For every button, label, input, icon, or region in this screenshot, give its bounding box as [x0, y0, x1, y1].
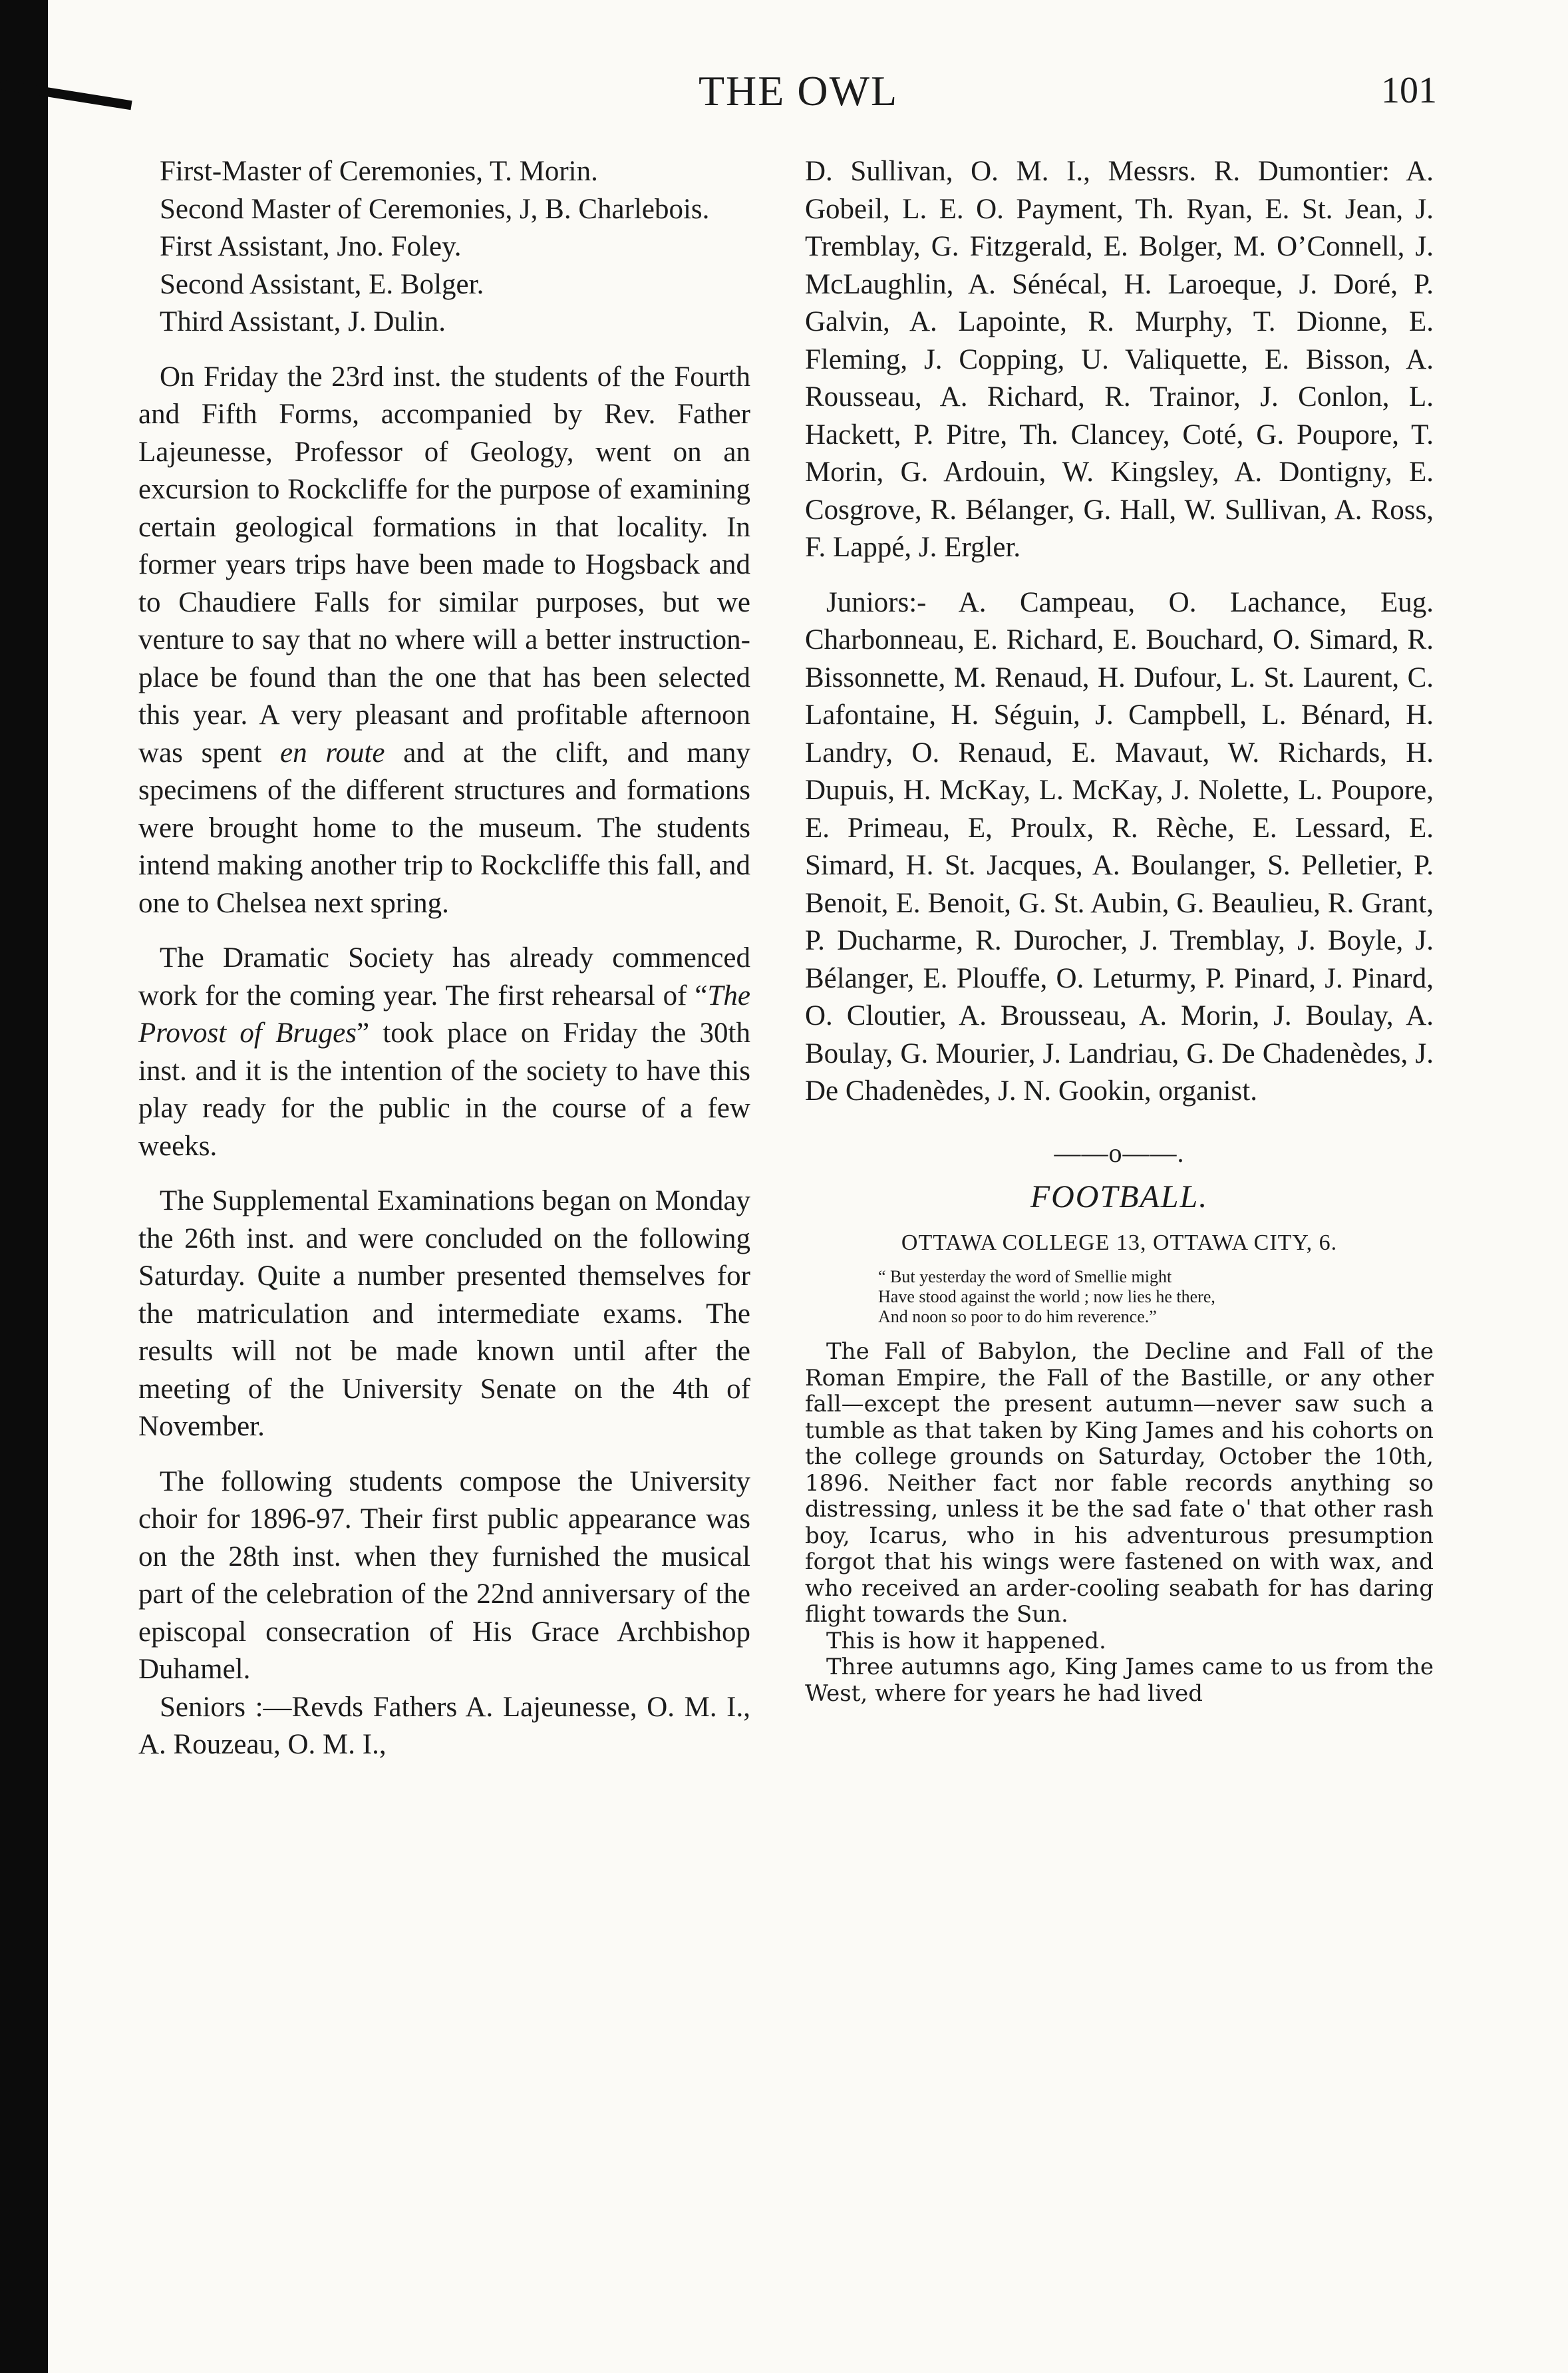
excursion-text: On Friday the 23rd inst. the students of the Fourth and Fifth Forms, accompanied by Rev. Father Lajeunesse, Professor of Geology, went on an excursion to Rockcliffe for the purpose of examining certain geological formations in that locality. In former years trips have been made to Hogsback and to Chaudiere Falls for similar purposes, but we venture to say that no where will a better instruction-place be found than the one that has been selected this year. A very pleasant and profitable afternoon was spent: [138, 361, 750, 769]
football-article: [805, 1339, 1434, 1707]
article-paragraph: This is how it happened.: [826, 1627, 1106, 1654]
football-heading: FOOTBALL.: [1030, 1179, 1209, 1214]
excursion-text-end: and at the clift, and many specimens of the different structures and formations were brought home to the museum. The students intend making another trip to Rockcliffe this fall, and one to Chelsea next spring.: [138, 737, 750, 919]
seniors-list-continued: D. Sullivan, O. M. I., Messrs. R. Dumontier: A. Gobeil, L. E. O. Payment, Th. Ryan, E. St. Jean, J. Tremblay, G. Fitzgerald, E. Bolger, M. O’Connell, J. McLaughlin, A. Sénécal, H. Laroeque, J. Doré, P. Galvin, A. Lapointe, R. Murphy, T. Dionne, E. Fleming, J. Copping, U. Valiquette, E. Bisson, A. Rousseau, A. Richard, R. Trainor, J. Conlon, L. Hackett, P. Pitre, Th. Clancey, Coté, G. Poupore, T. Morin, G. Ardouin, W. Kingsley, A. Dontigny, E. Cosgrove, R. Bélanger, G. Hall, W. Sullivan, A. Ross, F. Lappé, J. Ergler.: [805, 156, 1434, 563]
officer-line: Third Assistant, J. Dulin.: [160, 306, 446, 337]
left-column: [138, 153, 750, 1764]
dramatic-text-start: The Dramatic Society has already commenced work for the coming year. The first rehearsal of “: [138, 942, 750, 1011]
section-divider: ——o——.: [1054, 1137, 1185, 1168]
right-column: [805, 153, 1434, 1707]
seniors-list-start: Seniors :—Revds Fathers A. Lajeunesse, O. M. I., A. Rouzeau, O. M. I.,: [138, 1691, 750, 1760]
quote-line: And noon so poor to do him reverence.”: [878, 1307, 1157, 1326]
article-paragraph: The Fall of Babylon, the Decline and Fall of the Roman Empire, the Fall of the Bastille, or any other fall—except the present autumn—never saw such a tumble as that taken by King James and his cohorts on the college grounds on Saturday, October the 10th, 1896. Neither fact nor fable records anything so distressing, unless it be the sad fate oˈ that other rash boy, Icarus, who in his adventurous presumption forgot that his wings were fastened on with wax, and who received an arder-cooling seabath for has daring flight towards the Sun.: [805, 1338, 1434, 1628]
officer-line: First Assistant, Jno. Foley.: [160, 231, 462, 262]
article-paragraph: Three autumns ago, King James came to us from the West, where for years he had lived: [805, 1654, 1434, 1707]
page-number: 101: [1381, 70, 1437, 111]
excursion-paragraph: [138, 359, 750, 923]
play-title: The Provost of Bruges: [138, 980, 750, 1049]
officer-line: Second Master of Ceremonies, J, B. Charlebois.: [160, 193, 710, 225]
officer-line: Second Assistant, E. Bolger.: [160, 268, 484, 300]
exams-paragraph: The Supplemental Examinations began on Monday the 26th inst. and were concluded on the following Saturday. Quite a number presented themselves for the matriculation and intermediate exams. The results will not be made known until after the meeting of the University Senate on the 4th of November.: [138, 1185, 750, 1442]
quote-line: Have stood against the world ; now lies he there,: [878, 1287, 1215, 1306]
dramatic-text-end: ” took place on Friday the 30th inst. and it is the intention of the society to have this play ready for the public in the course of a few weeks.: [138, 1017, 751, 1162]
running-title: THE OWL: [698, 67, 899, 114]
quote-line: “ But yesterday the word of Smellie might: [878, 1267, 1172, 1286]
officer-line: First-Master of Ceremonies, T. Morin.: [160, 156, 598, 187]
juniors-list: Juniors:- A. Campeau, O. Lachance, Eug. Charbonneau, E. Richard, E. Bouchard, O. Simard, R. Bissonnette, M. Renaud, H. Dufour, L. St. Laurent, C. Lafontaine, H. Séguin, J. Campbell, L. Bénard, H. Landry, O. Renaud, E. Mavaut, W. Richards, H. Dupuis, H. McKay, L. McKay, J. Nolette, L. Poupore, E. Primeau, E, Proulx, R. Rèche, E. Lessard, E. Simard, H. St. Jacques, A. Boulanger, S. Pelletier, P. Benoit, E. Benoit, G. St. Aubin, G. Beaulieu, R. Grant, P. Ducharme, R. Durocher, J. Tremblay, J. Boyle, J. Bélanger, E. Plouffe, O. Leturmy, P. Pinard, J. Pinard, O. Cloutier, A. Brousseau, A. Morin, J. Boulay, A. Boulay, G. Mourier, J. Landriau, G. De Chadenèdes, J. De Chadenèdes, J. N. Gookin, organist.: [805, 586, 1434, 1107]
excursion-italic: en route: [280, 737, 385, 769]
page-header: [160, 67, 1437, 133]
score-line: OTTAWA COLLEGE 13, OTTAWA CITY, 6.: [901, 1230, 1338, 1255]
choir-paragraph: The following students compose the University choir for 1896-97. Their first public appearance was on the 28th inst. when they furnished the musical part of the celebration of the 22nd anniversary of the episcopal consecration of His Grace Archbishop Duhamel.: [138, 1465, 750, 1685]
book-binding-edge: [0, 0, 48, 2373]
dramatic-society-paragraph: [138, 940, 750, 1165]
epigraph-quote: [878, 1267, 1380, 1327]
